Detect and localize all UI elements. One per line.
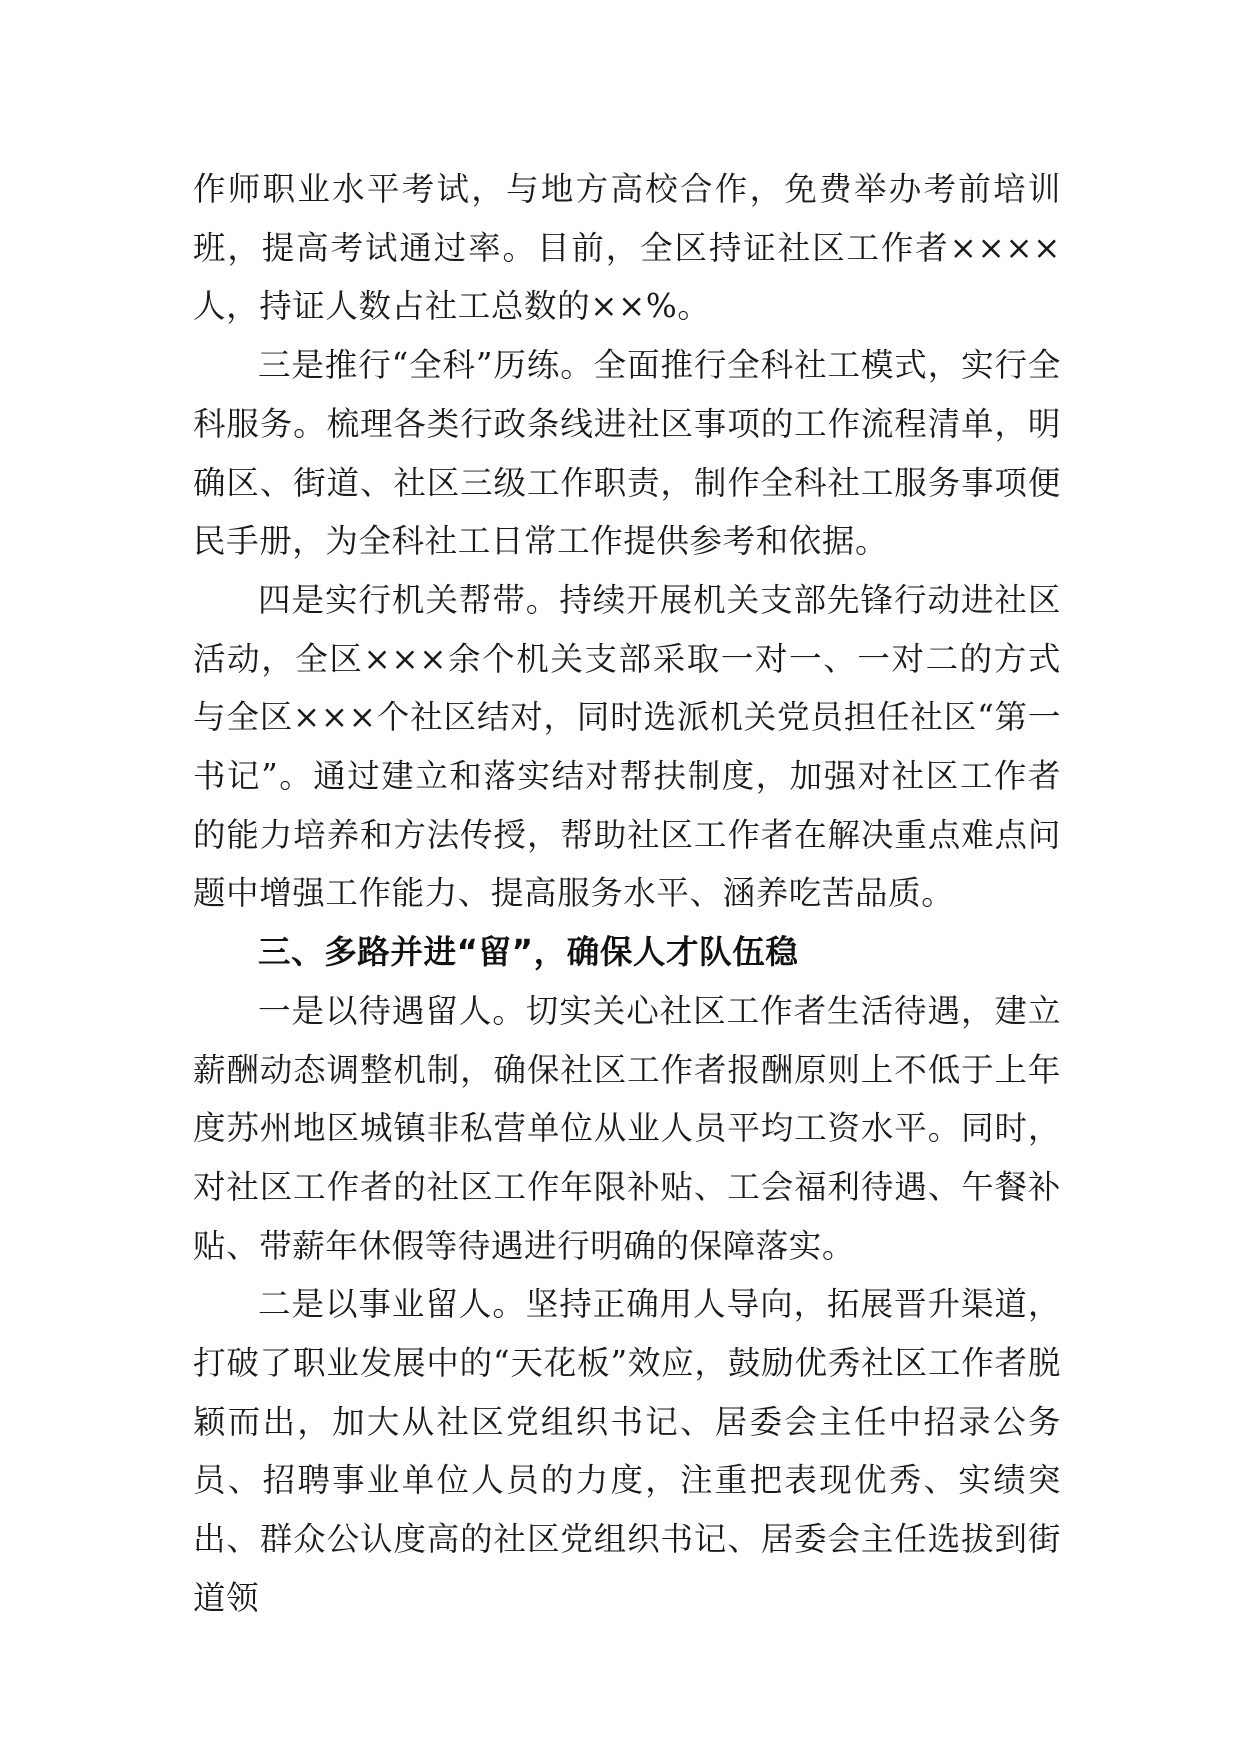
paragraph-quanke-training: 三是推行“全科”历练。全面推行全科社工模式，实行全科服务。梳理各类行政条线进社区事项的工作流程清单，明确区、街道、社区三级工作职责，制作全科社工服务事项便民手册，为全科社工日常工作提供参考和依据。: [193, 346, 1061, 561]
section-heading: 三、多路并进“留”，确保人才队伍稳: [258, 933, 799, 972]
paragraph-agency-mentoring: 四是实行机关帮带。持续开展机关支部先锋行动进社区活动，全区×××余个机关支部采取一对一、一对二的方式与全区×××个社区结对，同时选派机关党员担任社区“第一书记”。通过建立和落实结对帮扶制度，加强对社区工作者的能力培养和方法传授，帮助社区工作者在解决重点难点问题中增强工作能力、提高服务水平、涵养吃苦品质。: [193, 580, 1061, 913]
paragraph-retain-by-career: 二是以事业留人。坚持正确用人导向，拓展晋升渠道，打破了职业发展中的“天花板”效应，鼓励优秀社区工作者脱颖而出，加大从社区党组织书记、居委会主任中招录公务员、招聘事业单位人员的力度，注重把表现优秀、实绩突出、群众公认度高的社区党组织书记、居委会主任选拔到街道领: [193, 1285, 1061, 1617]
paragraph-continuation: 作师职业水平考试，与地方高校合作，免费举办考前培训班，提高考试通过率。目前，全区持证社区工作者××××人，持证人数占社工总数的××%。: [193, 170, 1061, 326]
paragraph-retain-by-pay: 一是以待遇留人。切实关心社区工作者生活待遇，建立薪酬动态调整机制，确保社区工作者报酬原则上不低于上年度苏州地区城镇非私营单位从业人员平均工资水平。同时，对社区工作者的社区工作年限补贴、工会福利待遇、午餐补贴、带薪年休假等待遇进行明确的保障落实。: [193, 991, 1061, 1265]
document-body: [193, 160, 1061, 1628]
